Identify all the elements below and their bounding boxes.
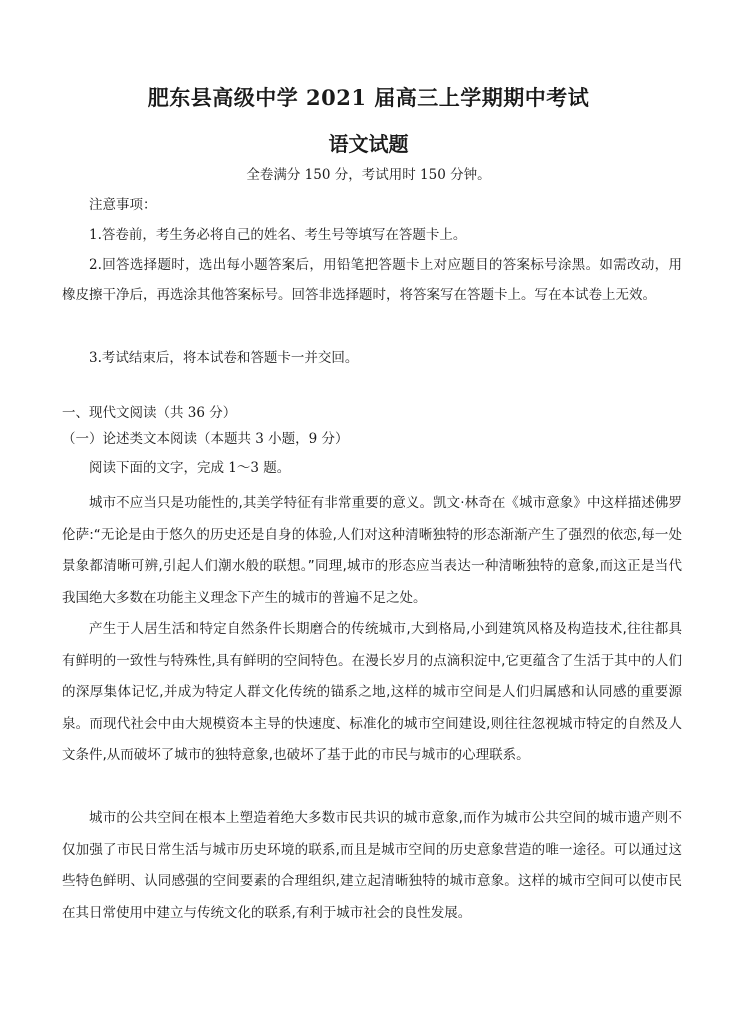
instruction-item: 3.考试结束后，将本试卷和答题卡一并交回。: [89, 350, 359, 366]
exam-score-note: 全卷满分 150 分，考试用时 150 分钟。: [246, 167, 491, 183]
instructions-heading: 注意事项：: [89, 197, 157, 213]
passage-paragraph: 产生于人居生活和特定自然条件长期磨合的传统城市,大到格局,小到建筑风格及构造技术,往往都具有鲜明的一致性与特殊性,具有鲜明的空间特色。在漫长岁月的点滴积淀中,它更蕴含了生活于其中的人们的深厚集体记忆,并成为特定人群文化传统的锚系之地,这样的城市空间是人们归属感和认同感的重要源泉。而现代社会中由大规模资本主导的快速度、标准化的城市空间建设,则往往忽视城市特定的自然及人文条件,从而破坏了城市的独特意象,也破坏了基于此的市民与城市的心理联系。: [62, 621, 682, 763]
instruction-item: 2.回答选择题时，选出每小题答案后，用铅笔把答题卡上对应题目的答案标号涂黑。如需改动，用橡皮擦干净后，再选涂其他答案标号。回答非选择题时，将答案写在答题卡上。写在本试卷上无效。: [62, 257, 682, 303]
section-heading: 一、现代文阅读（共 36 分）: [62, 405, 237, 421]
instruction-item: 1.答卷前，考生务必将自己的姓名、考生号等填写在答题卡上。: [89, 227, 467, 243]
passage-paragraph: 城市的公共空间在根本上塑造着绝大多数市民共识的城市意象,而作为城市公共空间的城市遗产则不仅加强了市民日常生活与城市历史环境的联系,而且是城市空间的历史意象营造的唯一途径。可以通过这些特色鲜明、认同感强的空间要素的合理组织,建立起清晰独特的城市意象。这样的城市空间可以使市民在其日常使用中建立与传统文化的联系,有利于城市社会的良性发展。: [62, 810, 682, 921]
subsection-heading: （一）论述类文本阅读（本题共 3 小题，9 分）: [62, 431, 349, 447]
reading-instruction: 阅读下面的文字，完成 1～3 题。: [89, 460, 291, 476]
exam-subtitle: 语文试题: [328, 132, 409, 156]
exam-title: 肥东县高级中学 2021 届高三上学期期中考试: [147, 85, 590, 110]
passage-paragraph: 城市不应当只是功能性的,其美学特征有非常重要的意义。凯文·林奇在《城市意象》中这样描述佛罗伦萨:“无论是由于悠久的历史还是自身的体验,人们对这种清晰独特的形态渐渐产生了强烈的依恋,每一处景象都清晰可辨,引起人们潮水般的联想。”同理,城市的形态应当表达一种清晰独特的意象,而这正是当代我国绝大多数在功能主义理念下产生的城市的普遍不足之处。: [62, 495, 682, 606]
